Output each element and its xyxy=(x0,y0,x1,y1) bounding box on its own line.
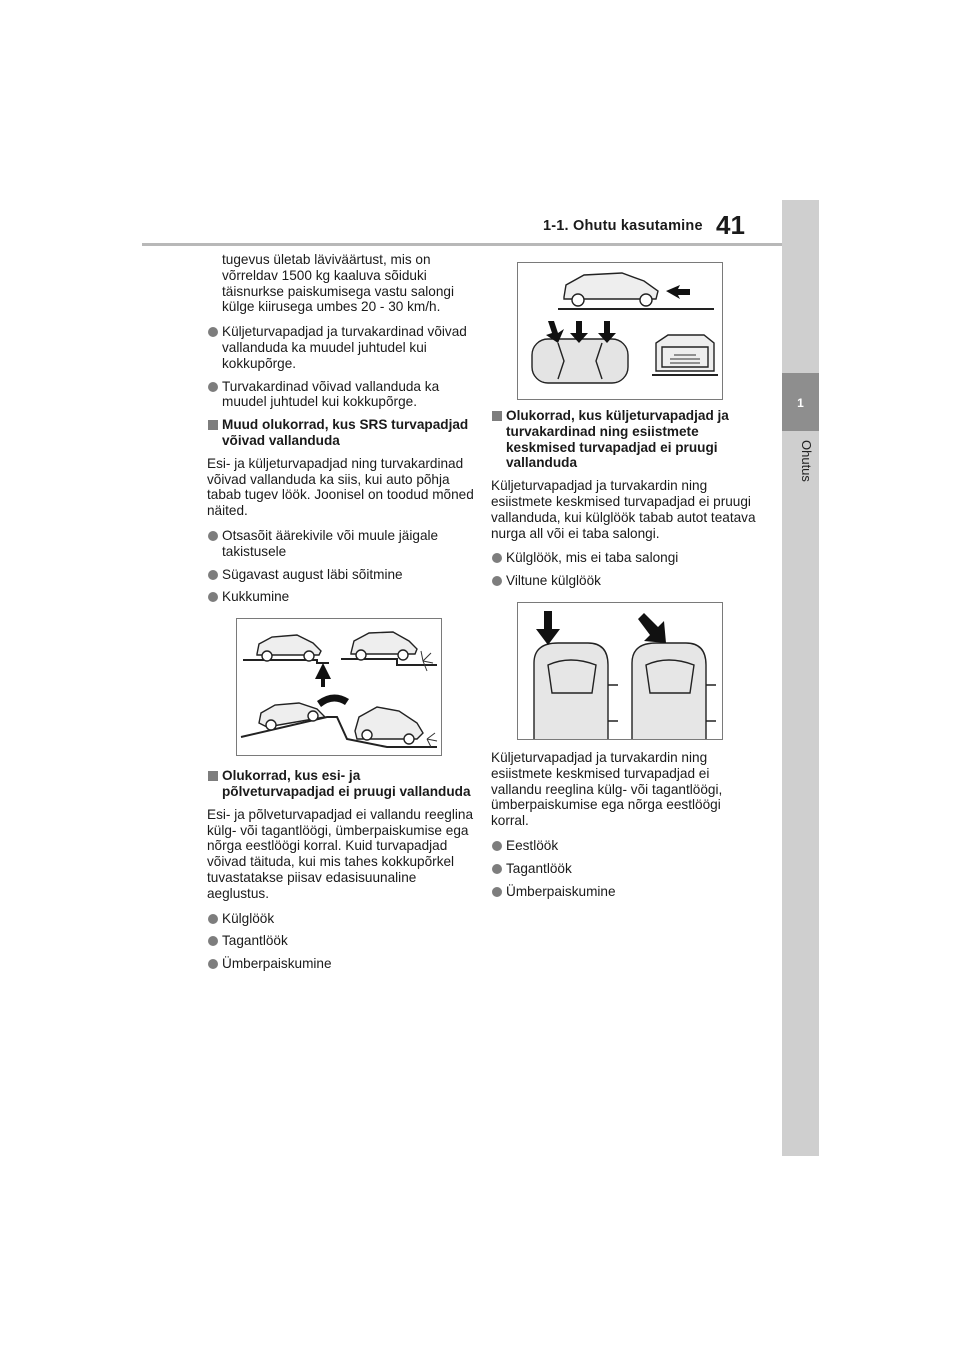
left-column xyxy=(207,252,475,979)
list-item: Otsasõit äärekivile või muule jäigale takistusele xyxy=(207,528,475,560)
list-item: Ümberpaiskumine xyxy=(491,884,759,900)
paragraph: Küljeturvapadjad ja turvakardin ning esiistmete keskmised turvapadjad ei pruugi vallanduda, kui külglöök tabab autot teatava nurga all või ei taba salongi. xyxy=(491,478,756,541)
bullet-dot-icon xyxy=(492,864,502,874)
bullet-dot-icon xyxy=(492,841,502,851)
continued-paragraph: tugevus ületab läviväärtust, mis on võrreldav 1500 kg kaaluva sõiduki täisnurkse paiskumisega vastu salongi külge kiirusega umbes 20 - 30 km/h. xyxy=(222,252,454,315)
bullet-dot-icon xyxy=(208,936,218,946)
side-impact-illustration xyxy=(518,263,722,399)
figure-side-impact-cabin xyxy=(517,262,723,400)
page-number: 41 xyxy=(716,210,745,240)
paragraph: Esi- ja küljeturvapadjad ning turvakardinad võivad vallanduda ka siis, kui auto põhja tabab tugev löök. Joonisel on toodud mõned näited. xyxy=(207,455,474,519)
undercarriage-impact-illustration xyxy=(237,619,441,755)
list-item: Eestlöök xyxy=(491,838,759,854)
section-heading: Muud olukorrad, kus SRS turvapadjad võivad vallanduda xyxy=(207,417,475,449)
figure-oblique-side-impact xyxy=(517,602,723,740)
list-item: Küljeturvapadjad ja turvakardinad võivad vallanduda ka muudel juhtudel kui kokkupõrge. xyxy=(207,324,475,371)
list-item: Ümberpaiskumine xyxy=(207,956,475,972)
paragraph: Küljeturvapadjad ja turvakardin ning esiistmete keskmised turvapadjad ei vallandu reeglina külg- või tagantlöögi, ümberpaiskumise ega nõrga eestlöögi korral. xyxy=(491,749,723,829)
bullet-dot-icon xyxy=(208,959,218,969)
square-bullet-icon xyxy=(492,411,502,421)
header-rule xyxy=(142,243,782,246)
oblique-impact-illustration xyxy=(518,603,722,739)
square-bullet-icon xyxy=(208,420,218,430)
list-item: Tagantlöök xyxy=(207,933,475,949)
bullet-dot-icon xyxy=(208,382,218,392)
section-heading: Olukorrad, kus esi- ja põlveturvapadjad ei pruugi vallanduda xyxy=(207,768,475,800)
list-item: Külglöök, mis ei taba salongi xyxy=(491,550,759,566)
running-header: 1-1. Ohutu kasutamine xyxy=(543,218,703,234)
section-heading: Olukorrad, kus küljeturvapadjad ja turvakardinad ning esiistmete keskmised turvapadjad ei pruugi vallanduda xyxy=(491,408,759,471)
paragraph: Esi- ja põlveturvapadjad ei vallandu reeglina külg- või tagantlöögi, ümberpaiskumise ega nõrga eestlöögi korral. Kuid turvapadjad võivad täituda, kui mis tahes kokkupõrkel tuvastatakse piisav edasisuunaline aeglustus. xyxy=(207,806,474,901)
list-item: Külglöök xyxy=(207,911,475,927)
chapter-label: Ohutus xyxy=(799,440,814,482)
list-item: Tagantlöök xyxy=(491,861,759,877)
figure-undercarriage-impacts xyxy=(236,618,442,756)
bullet-dot-icon xyxy=(492,887,502,897)
bullet-dot-icon xyxy=(492,553,502,563)
bullet-dot-icon xyxy=(208,914,218,924)
right-column xyxy=(491,262,759,906)
chapter-number: 1 xyxy=(797,396,804,410)
list-item: Turvakardinad võivad vallanduda ka muudel juhtudel kui kokkupõrge. xyxy=(207,379,475,411)
list-item: Sügavast august läbi sõitmine xyxy=(207,567,475,583)
list-item: Kukkumine xyxy=(207,589,475,605)
bullet-dot-icon xyxy=(208,327,218,337)
bullet-dot-icon xyxy=(208,531,218,541)
square-bullet-icon xyxy=(208,771,218,781)
bullet-dot-icon xyxy=(492,576,502,586)
chapter-side-tab xyxy=(782,200,819,1156)
bullet-dot-icon xyxy=(208,570,218,580)
list-item: Viltune külglöök xyxy=(491,573,759,589)
bullet-dot-icon xyxy=(208,592,218,602)
